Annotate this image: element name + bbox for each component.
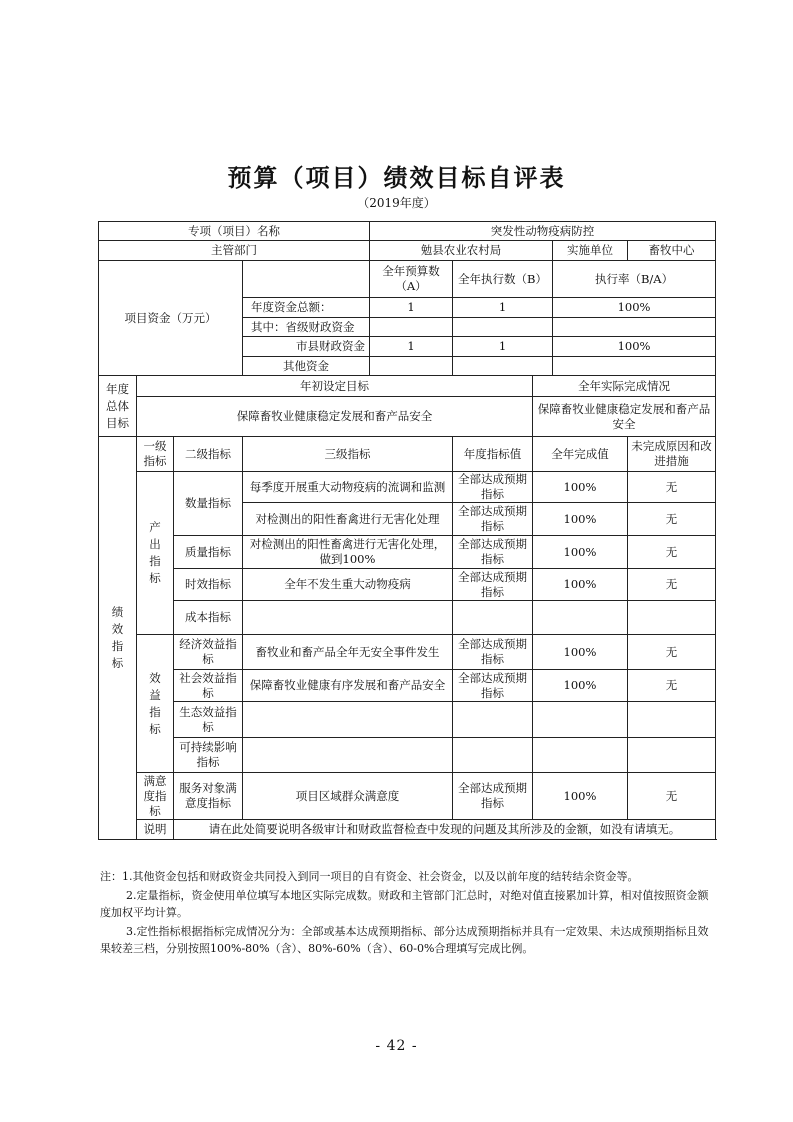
done-cell bbox=[533, 702, 628, 738]
h-level2: 二级指标 bbox=[174, 437, 243, 472]
done-cell bbox=[533, 601, 628, 635]
impl-value: 畜牧中心 bbox=[628, 241, 716, 261]
reason-cell: 无 bbox=[628, 472, 716, 503]
time-label: 时效指标 bbox=[174, 569, 243, 601]
footnote-1: 注：1.其他资金包括和财政资金共同投入到同一项目的自有资金、社会资金，以及以前年度的结转结余资金等。 bbox=[100, 870, 639, 883]
level3-cell: 项目区域群众满意度 bbox=[243, 773, 453, 820]
reason-cell bbox=[628, 702, 716, 738]
target-cell: 全部达成预期指标 bbox=[453, 503, 533, 536]
fund-row-exec: 1 bbox=[453, 298, 553, 318]
dept-value: 勉县农业农村局 bbox=[370, 241, 553, 261]
level3-cell: 畜牧业和畜产品全年无安全事件发生 bbox=[243, 635, 453, 670]
h-done: 全年完成值 bbox=[533, 437, 628, 472]
reason-cell: 无 bbox=[628, 670, 716, 702]
fund-row-exec: 1 bbox=[453, 337, 553, 357]
fund-row-exec bbox=[453, 357, 553, 376]
fund-row-budget: 1 bbox=[370, 298, 453, 318]
h-reason: 未完成原因和改进措施 bbox=[628, 437, 716, 472]
effect-label: 效益指标 bbox=[137, 635, 174, 773]
note-row bbox=[99, 820, 716, 840]
goal-header-row bbox=[99, 376, 716, 397]
page-title: 预算（项目）绩效目标自评表 bbox=[227, 163, 566, 192]
service-label: 服务对象满意度指标 bbox=[174, 773, 243, 820]
table-row bbox=[99, 536, 716, 569]
goal-actual-header: 全年实际完成情况 bbox=[533, 376, 716, 397]
col-rate-header: 执行率（B/A） bbox=[553, 261, 716, 298]
funds-label: 项目资金（万元） bbox=[99, 261, 243, 376]
funds-header-blank bbox=[243, 261, 370, 298]
reason-cell: 无 bbox=[628, 536, 716, 569]
sustain-label: 可持续影响指标 bbox=[174, 738, 243, 773]
fund-row-rate bbox=[553, 318, 716, 337]
perf-label: 绩效指标 bbox=[99, 437, 137, 840]
h-level3: 三级指标 bbox=[243, 437, 453, 472]
dept-row bbox=[99, 241, 716, 261]
impl-label: 实施单位 bbox=[553, 241, 628, 261]
project-name-label: 专项（项目）名称 bbox=[99, 222, 370, 241]
level3-cell: 全年不发生重大动物疫病 bbox=[243, 569, 453, 601]
footnotes bbox=[100, 868, 715, 959]
target-cell bbox=[453, 601, 533, 635]
level3-cell: 保障畜牧业健康有序发展和畜产品安全 bbox=[243, 670, 453, 702]
reason-cell: 无 bbox=[628, 635, 716, 670]
table-row bbox=[99, 702, 716, 738]
table-row bbox=[99, 635, 716, 670]
note-text: 请在此处简要说明各级审计和财政监督检查中发现的问题及其所涉及的金额，如没有请填无。 bbox=[174, 820, 716, 840]
level3-cell: 对检测出的阳性畜禽进行无害化处理，做到100% bbox=[243, 536, 453, 569]
table-row bbox=[99, 670, 716, 702]
col-exec-header: 全年执行数（B） bbox=[453, 261, 553, 298]
h-target: 年度指标值 bbox=[453, 437, 533, 472]
reason-cell: 无 bbox=[628, 773, 716, 820]
col-budget-header: 全年预算数（A） bbox=[370, 261, 453, 298]
fund-row-exec bbox=[453, 318, 553, 337]
fund-row-label: 其中：省级财政资金 bbox=[243, 318, 370, 337]
level3-cell: 对检测出的阳性畜禽进行无害化处理 bbox=[243, 503, 453, 536]
level3-cell bbox=[243, 738, 453, 773]
dept-label: 主管部门 bbox=[99, 241, 370, 261]
self-evaluation-table bbox=[98, 221, 716, 840]
done-cell: 100% bbox=[533, 670, 628, 702]
done-cell: 100% bbox=[533, 569, 628, 601]
fund-row-rate: 100% bbox=[553, 298, 716, 318]
target-cell: 全部达成预期指标 bbox=[453, 635, 533, 670]
reason-cell bbox=[628, 601, 716, 635]
page-number: - 42 - bbox=[375, 1038, 418, 1054]
target-cell: 全部达成预期指标 bbox=[453, 569, 533, 601]
level3-cell bbox=[243, 601, 453, 635]
satisfaction-label: 满意度指标 bbox=[137, 773, 174, 820]
done-cell: 100% bbox=[533, 503, 628, 536]
table-row bbox=[99, 773, 716, 820]
target-cell: 全部达成预期指标 bbox=[453, 773, 533, 820]
funds-header-row bbox=[99, 261, 716, 298]
project-name-row bbox=[99, 222, 716, 241]
quality-label: 质量指标 bbox=[174, 536, 243, 569]
note-label: 说明 bbox=[137, 820, 174, 840]
output-label: 产出指标 bbox=[137, 472, 174, 635]
fund-row-label: 其他资金 bbox=[243, 357, 370, 376]
goal-initial-header: 年初设定目标 bbox=[137, 376, 533, 397]
perf-header-row bbox=[99, 437, 716, 472]
table-row bbox=[99, 569, 716, 601]
goal-row bbox=[99, 397, 716, 437]
done-cell: 100% bbox=[533, 773, 628, 820]
fund-row-rate: 100% bbox=[553, 337, 716, 357]
target-cell bbox=[453, 738, 533, 773]
social-label: 社会效益指标 bbox=[174, 670, 243, 702]
target-cell bbox=[453, 702, 533, 738]
done-cell: 100% bbox=[533, 472, 628, 503]
footnote-2: 2.定量指标，资金使用单位填写本地区实际完成数。财政和主管部门汇总时，对绝对值直接累加计算，相对值按照资金额度加权平均计算。 bbox=[100, 889, 709, 919]
quantity-label: 数量指标 bbox=[174, 472, 243, 536]
fund-row-budget bbox=[370, 318, 453, 337]
target-cell: 全部达成预期指标 bbox=[453, 472, 533, 503]
target-cell: 全部达成预期指标 bbox=[453, 536, 533, 569]
h-level1: 一级指标 bbox=[137, 437, 174, 472]
goal-actual-value: 保障畜牧业健康稳定发展和畜产品安全 bbox=[533, 397, 716, 437]
fund-row-budget bbox=[370, 357, 453, 376]
done-cell: 100% bbox=[533, 635, 628, 670]
reason-cell bbox=[628, 738, 716, 773]
table-row bbox=[99, 738, 716, 773]
target-cell: 全部达成预期指标 bbox=[453, 670, 533, 702]
fund-row-label: 市县财政资金 bbox=[243, 337, 370, 357]
goal-label: 年度总体目标 bbox=[99, 376, 137, 437]
economic-label: 经济效益指标 bbox=[174, 635, 243, 670]
fund-row-budget: 1 bbox=[370, 337, 453, 357]
level3-cell bbox=[243, 702, 453, 738]
level3-cell: 每季度开展重大动物疫病的流调和监测 bbox=[243, 472, 453, 503]
done-cell bbox=[533, 738, 628, 773]
goal-initial-value: 保障畜牧业健康稳定发展和畜产品安全 bbox=[137, 397, 533, 437]
fund-row-label: 年度资金总额： bbox=[243, 298, 370, 318]
project-name-value: 突发性动物疫病防控 bbox=[370, 222, 716, 241]
footnote-3: 3.定性指标根据指标完成情况分为：全部或基本达成预期指标、部分达成预期指标并具有一定效果、未达成预期指标且效果较差三档，分别按照100%-80%（含）、80%-60%（含）、60-0%合理填写完成比例。 bbox=[100, 925, 709, 955]
ecological-label: 生态效益指标 bbox=[174, 702, 243, 738]
table-row bbox=[99, 472, 716, 503]
fund-row-rate bbox=[553, 357, 716, 376]
table-row bbox=[99, 601, 716, 635]
done-cell: 100% bbox=[533, 536, 628, 569]
reason-cell: 无 bbox=[628, 569, 716, 601]
page-subtitle: （2019年度） bbox=[357, 196, 436, 210]
reason-cell: 无 bbox=[628, 503, 716, 536]
cost-label: 成本指标 bbox=[174, 601, 243, 635]
